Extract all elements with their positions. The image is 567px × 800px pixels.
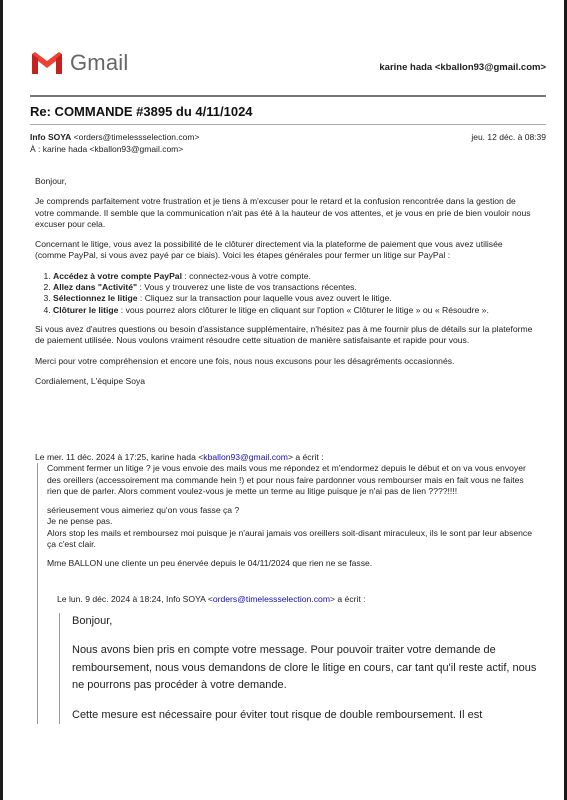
sender-email[interactable]: <orders@timelessselection.com> <box>73 132 200 142</box>
quote-paragraph: sérieusement vous aimeriez qu'on vous fasse ça ? <box>47 505 240 516</box>
email-subject: Re: COMMANDE #3895 du 4/11/1024 <box>30 104 253 119</box>
nested-quoted-message <box>47 594 540 725</box>
step-text: : Cliquez sur la transaction pour laquelle vous avez ouvert le litige. <box>137 293 392 304</box>
body-paragraph: Concernant le litige, vous avez la possibilité de le clôturer directement via la plateforme de paiement que vous avez utilisée (comme PayPal, si vous avez payé par ce biais). Voici les étapes générales pour fermer un litige sur PayPal : <box>35 239 503 261</box>
step-title: Clôturer le litige <box>53 304 119 315</box>
sender-line <box>30 132 199 142</box>
quote-attribution <box>35 452 540 463</box>
step-item <box>53 305 535 316</box>
email-body <box>35 176 535 396</box>
quote-paragraph: Cette mesure est nécessaire pour éviter tout risque de double remboursement. Il est <box>72 708 483 721</box>
quote-paragraph: Comment fermer un litige ? je vous envoie des mails vous me répondez et m'endormez depuis le début et on va vous envoyer des oreillers (accessoirement ma commande hein !) et pour nous faire pardonner vous rembourser mais en fait vous ne faites rien que de parler. Alors comment voulez-vous je mette un terme au litige puisque je n'ai pas de lien ????!!!! <box>47 463 526 496</box>
body-paragraph: Merci pour votre compréhension et encore une fois, nous nous excusons pour les désagréments occasionnés. <box>35 355 455 366</box>
recipient-line: À : karine hada <kballon93@gmail.com> <box>30 144 184 154</box>
gmail-m-icon <box>30 50 64 76</box>
nested-quote-block <box>59 613 540 725</box>
step-title: Accédez à votre compte PayPal <box>53 270 182 281</box>
quoted-message <box>35 452 540 736</box>
step-item <box>53 271 535 282</box>
account-label: karine hada <kballon93@gmail.com> <box>379 62 546 73</box>
quote-attribution <box>57 594 540 605</box>
body-paragraph: Si vous avez d'autres questions ou besoin d'assistance supplémentaire, n'hésitez pas à me fournir plus de détails sur la plateforme de paiement utilisée. Nous voulons vraiment résoudre cette situation de manière satisfaisante et rapide pour vous. <box>35 323 533 346</box>
greeting: Bonjour, <box>35 176 67 186</box>
gmail-wordmark: Gmail <box>70 50 129 75</box>
step-text: : connectez-vous à votre compte. <box>181 270 311 281</box>
gmail-logo[interactable] <box>30 50 128 76</box>
body-paragraph: Je comprends parfaitement votre frustration et je tiens à m'excuser pour le retard et la confusion rencontrée dans la gestion de votre commande. Il semble que la communication n'ait pas été à la hauteur de vos attentes, et je vous en prie de bien vouloir nous excuser pour cela. <box>35 196 531 229</box>
attribution-text: Le mer. 11 déc. 2024 à 17:25, karine hada < <box>35 452 204 462</box>
subject-divider <box>30 124 546 125</box>
attribution-text: Le lun. 9 déc. 2024 à 18:24, Info SOYA < <box>57 593 213 604</box>
signature: Cordialement, L'équipe Soya <box>35 375 146 386</box>
quote-block <box>37 463 540 724</box>
header-divider <box>30 95 546 97</box>
gmail-header <box>30 50 546 86</box>
steps-list <box>35 271 535 316</box>
quote-paragraph: Nous avons bien pris en compte votre message. Pour pouvoir traiter votre demande de remboursement, nous vous demandons de clore le litige en cours, car tant qu'il reste actif, nous ne pourrons pas procéder à votre demande. <box>72 644 537 692</box>
step-item <box>53 282 535 293</box>
quote-paragraph: Je ne pense pas. <box>47 516 113 527</box>
sender-name: Info SOYA <box>30 132 72 142</box>
quote-paragraph: Alors stop les mails et remboursez moi puisque je n'aurai jamais vos oreillers soit-disant miraculeux, ils le sont par leur absence ça c'est clair. <box>47 527 533 550</box>
quote-email-link[interactable]: orders@timelessselection.com <box>212 593 330 604</box>
step-title: Sélectionnez le litige <box>53 293 138 304</box>
step-text: : vous pourrez alors clôturer le litige en cliquant sur l'option « Clôturer le litige » ou « Résoudre ». <box>118 304 489 315</box>
quote-paragraph: Mme BALLON une cliente un peu énervée depuis le 04/11/2024 que rien ne se fasse. <box>47 558 373 569</box>
quote-greeting: Bonjour, <box>72 614 113 627</box>
attribution-text: > a écrit : <box>329 593 366 604</box>
email-date: jeu. 12 déc. à 08:39 <box>471 132 546 142</box>
step-title: Allez dans "Activité" <box>53 282 138 293</box>
step-text: : Vous y trouverez une liste de vos transactions récentes. <box>137 282 357 293</box>
quote-email-link[interactable]: kballon93@gmail.com <box>203 452 288 462</box>
step-item <box>53 293 535 304</box>
attribution-text: > a écrit : <box>287 452 324 462</box>
